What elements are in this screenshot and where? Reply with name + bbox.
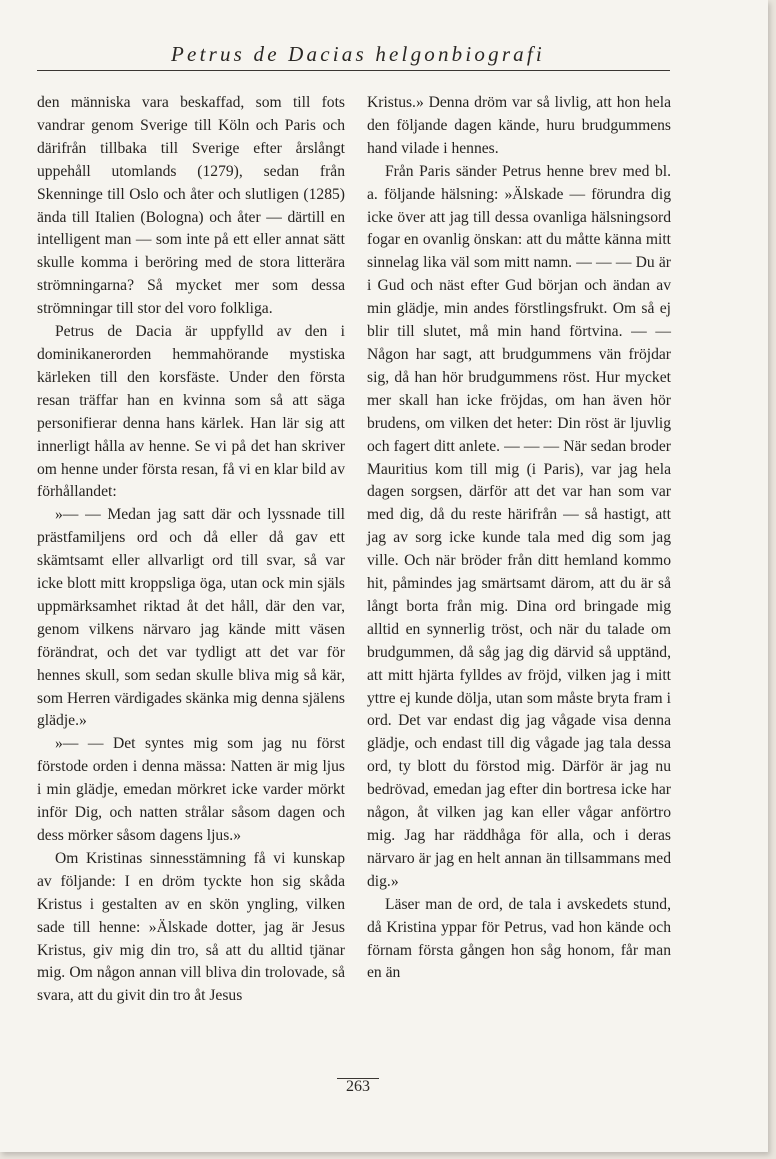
left-paragraph-3: »— — Medan jag satt där och lyssnade till prästfamiljens ord och då eller då gav ett skämtsamt eller allvarligt ord till svar, så var icke blott mitt kroppsliga öga, utan ock min själs uppmärksamhet riktad åt det håll, där den var, genom vilkens närvaro jag kände mitt väsen förändrat, och det var tydligt att det var för hennes skull, som sedan skulle bliva mig så kär, som Herren värdigades skänka mig denna själens glädje.» <box>37 506 345 730</box>
left-text-column <box>37 92 345 1008</box>
right-text-column <box>367 92 671 985</box>
left-paragraph-2: Petrus de Dacia är uppfylld av den i dominikanerorden hemmahörande mystiska kärleken till den korsfäste. Under den första resan träffar han en kvinna som så att säga personifierar denna hans kärlek. Han lär sig att innerligt hålla av henne. Se vi på det han skriver om henne under första resan, få vi en klar bild av förhållandet: <box>37 323 345 501</box>
right-paragraph-1: Kristus.» Denna dröm var så livlig, att hon hela den följande dagen kände, huru brudgummens hand vilade i hennes. <box>367 94 671 157</box>
left-paragraph-1: den människa vara beskaffad, som till fots vandrar genom Sverige till Köln och Paris och därifrån tillbaka till Sverige efter årslångt uppehåll utomlands (1279), sedan från Skenninge till Oslo och åter och slutligen (1285) ända till Italien (Bologna) och åter — därtill en intelligent man — som inte på ett eller annat sätt skulle komma i beröring med de stora litterära strömningarna? Så mycket mer som dessa strömningar till stor del voro folkliga. <box>37 94 345 318</box>
left-paragraph-4: »— — Det syntes mig som jag nu först förstode orden i denna mässa: Natten är mig ljus i min glädje, emedan mörkret icke varder mörkt inför Dig, och natten strålar såsom dagen och dess mörker såsom dagens ljus.» <box>37 735 345 844</box>
left-paragraph-5: Om Kristinas sinnesstämning få vi kunskap av följande: I en dröm tyckte hon sig skåda Kristus i gestalten av en skön yngling, vilken sade till henne: »Älskade dotter, jag är Jesus Kristus, giv mig din tro, så att du alltid tjänar mig. Om någon annan vill bliva din trolovade, så svara, att du givit din tro åt Jesus <box>37 849 345 1005</box>
page-number: 263 <box>346 1078 370 1095</box>
running-header-title: Petrus de Dacias helgonbiografi <box>171 42 545 66</box>
right-paragraph-3: Läser man de ord, de tala i avskedets stund, då Kristina yppar för Petrus, vad hon kände och förnam första gången hon såg honom, får man en än <box>367 895 671 982</box>
right-paragraph-2: Från Paris sänder Petrus henne brev med bl. a. följande hälsning: »Älskade — förundra dig icke över att jag till dessa ovanliga hälsningsord fogar en ovanlig önskan: att du måtte känna mitt sinnelag lika väl som mitt namn. — — — Du är i Gud och näst efter Gud början och ändan av min glädje, min andes förstlingsfrukt. Om så ej blir till slutet, må min hand förtvina. — — Någon har sagt, att brudgummens vän fröjdar sig, då han hör brudgummens röst. Hur mycket mer skall han icke fröjdas, om han även hör brudens, om vilken det heter: Din röst är ljuvlig och fagert ditt anlete. — — — När sedan broder Mauritius kom till mig (i Paris), var jag hela dagen sorgsen, därför att det var han som var med dig, då du reste härifrån — så hastigt, att jag av sorg icke kunde tala med dig som jag ville. Och när bröder från ditt hemland kommo hit, påmindes jag smärtsamt därom, att du är så långt borta från mig. Dina ord bringade mig alltid en synnerlig tröst, och när du talade om brudgummen, då såg jag dig därvid så upptänd, att mitt hjärta fylldes av fröjd, vilken jag i mitt yttre ej kunde dölja, utan som måste bryta fram i ord. Det var endast dig jag vågade visa denna glädje, och endast till dig vågade jag tala dessa ord, ty blott du förstod mig. Därför är jag nu bedrövad, emedan jag efter din bortresa icke har någon, åt vilken jag kan eller vågar anförtro mig. Jag har räddhåga för alla, och i deras närvaro är jag en helt annan än tillsammans med dig.» <box>367 162 671 890</box>
header-rule <box>37 70 670 71</box>
